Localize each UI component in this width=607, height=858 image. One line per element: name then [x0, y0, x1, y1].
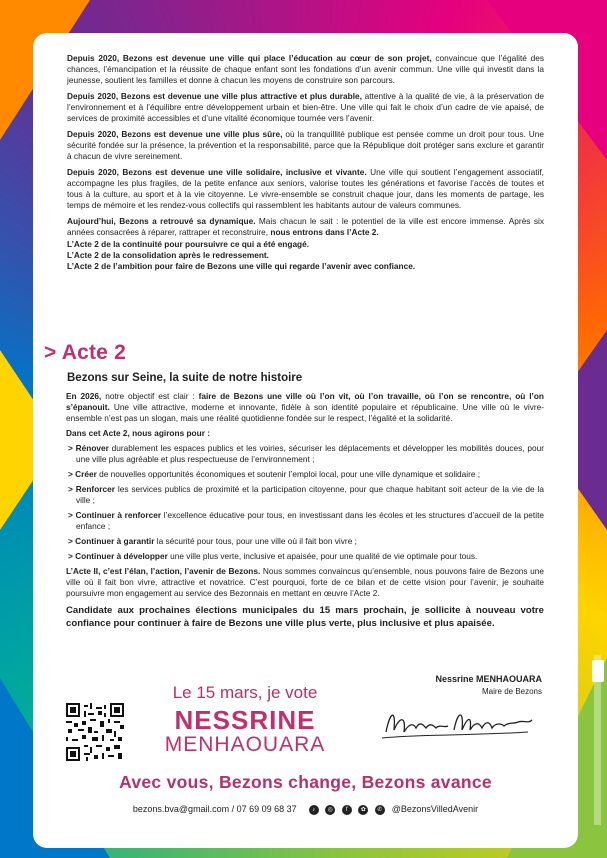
list-item: [66, 551, 544, 562]
paragraph-emphasis: faire de Bezons une ville où l’on vit, où l’on travaille, où l’on se rencontre, où l’on s’épanouit.: [66, 391, 544, 412]
list-item-text: de nouvelles opportunités économiques et soutenir l’emploi local, pour une ville dynamique et solidaire ;: [96, 469, 481, 479]
list-item: [66, 536, 544, 547]
candidate-first-name: NESSRINE: [174, 705, 316, 735]
paragraph: [67, 53, 544, 86]
acte2-section: [66, 391, 544, 640]
list-item: [66, 484, 544, 506]
paragraph-text: Mais chacun le sait : le potentiel de la ville est encore immense. Après six années consacrées à réparer, rattraper et reconstruire,: [67, 216, 544, 237]
list-item: [66, 510, 544, 532]
paragraph-lead: Depuis 2020, Bezons est devenue une ville plus sûre,: [67, 129, 283, 139]
list-item-verb: > Continuer à développer: [68, 551, 168, 561]
paragraph-text: Une ville qui soutient l’engagement associatif, accompagne les plus fragiles, de la petite enfance aux seniors, valorise toutes les générations et favorise l’accès de toutes et tous à la culture, au sport et à la vie citoyenne. Le vivre-ensemble se construit chaque jour, dans les moments de partage, les temps de mémoire et les rendez-vous collectifs qui rassemblent les habitants autour de valeurs communes.: [67, 167, 544, 210]
paragraph: [67, 216, 544, 238]
qr-code[interactable]: [66, 703, 124, 761]
list-intro: Dans cet Acte 2, nous agirons pour :: [66, 428, 210, 438]
closing-statement: Candidate aux prochaines élections municipales du 15 mars prochain, je sollicite à nouveau votre confiance pour continuer à faire de Bezons une ville plus verte, plus inclusive et plus apaisée.: [66, 605, 544, 629]
intro-section: [67, 53, 544, 272]
qr-code-icon: [66, 703, 124, 761]
paragraph-lead: Depuis 2020, Bezons est devenue une ville plus attractive et plus durable,: [67, 91, 362, 101]
paragraph-lead: L’Acte II, c’est l’élan, l’action, l’avenir de Bezons.: [66, 566, 261, 576]
list-item-text: durablement les espaces publics et les voiries, sécuriser les déplacements et développer les mobilités douces, pour une ville plus agréable et plus respectueuse de l’environnement ;: [76, 443, 544, 464]
list-item: [66, 443, 544, 465]
paragraph-text: notre objectif est clair :: [101, 391, 199, 401]
paragraph-text: attentive à la qualité de vie, à la préservation de l’environnement et à l’équilibre entre développement urbain et bien-être. Une ville qui fait le choix d’un cadre de vie apaisé, de services de proximité accessibles et d’une vitalité économique tournée vers l’avenir.: [67, 91, 544, 123]
acte-line: L’Acte 2 de la consolidation après le redressement.: [67, 250, 269, 260]
list-item-text: les services publics de proximité et la participation citoyenne, pour que chaque habitant soit acteur de la vie de la ville ;: [76, 484, 544, 505]
facebook-icon[interactable]: f: [342, 805, 352, 815]
list-item-verb: > Continuer à garantir: [68, 536, 155, 546]
paragraph-emphasis: nous entrons dans l’Acte 2.: [268, 227, 379, 237]
paragraph: [66, 391, 544, 424]
paragraph-lead: Depuis 2020, Bezons est devenue une ville qui place l’éducation au cœur de son projet,: [67, 53, 432, 63]
snapchat-icon[interactable]: ✿: [358, 805, 368, 815]
section-subtitle: Bezons sur Seine, la suite de notre histoire: [67, 372, 303, 384]
list-item-verb: > Créer: [68, 469, 97, 479]
list-item-verb: > Continuer à renforcer: [68, 510, 162, 520]
list-item-text: une ville plus verte, inclusive et apaisée, pour une qualité de vie optimale pour tous.: [167, 551, 478, 561]
signer-name: Nessrine MENHAOUARA: [435, 674, 542, 684]
paragraph: [66, 566, 544, 599]
list-item-verb: > Renforcer: [68, 484, 115, 494]
paragraph-text: Nous sommes convaincus qu’ensemble, nous pouvons faire de Bezons une ville où il fait bon vivre, attractive et novatrice. C’est pourquoi, forte de ce bilan et de cette vision pour l’avenir, je souhaite poursuivre mon engagement au service des Bezonnais en mettant en œuvre l’Acte 2.: [66, 566, 545, 598]
handwritten-signature: [378, 702, 538, 749]
contact-info[interactable]: bezons.bva@gmail.com / 07 69 09 68 37: [132, 804, 297, 814]
paragraph-text: où la tranquillité publique est pensée comme un droit pour tous. Une sécurité fondée sur la présence, la prévention et la responsabilité, parce que la République doit protéger sans exclure et garantir à chacun de vivre sereinement.: [67, 129, 544, 161]
paragraph: [67, 91, 544, 124]
candidate-last-name: MENHAOUARA: [164, 733, 326, 756]
signer-role: Maire de Bezons: [481, 687, 542, 696]
contact-footer: [33, 804, 578, 815]
tiktok-icon[interactable]: ♪: [309, 805, 319, 815]
list-item: [66, 469, 544, 480]
acte-line: L’Acte 2 de la continuité pour poursuivre ce qui a été engagé.: [67, 239, 310, 249]
instagram-icon[interactable]: ◎: [325, 805, 335, 815]
campaign-slogan: Avec vous, Bezons change, Bezons avance: [119, 772, 492, 792]
section-heading: > Acte 2: [44, 341, 126, 364]
whatsapp-icon[interactable]: ✆: [375, 805, 385, 815]
paragraph-lead: En 2026,: [66, 391, 102, 401]
list-item-text: la sécurité pour tous, pour une ville où il fait bon vivre ;: [154, 536, 357, 546]
paragraph-lead: Aujourd’hui, Bezons a retrouvé sa dynamique.: [67, 216, 256, 226]
paragraph-lead: Depuis 2020, Bezons est devenue une ville solidaire, inclusive et vivante.: [67, 167, 367, 177]
paragraph: [67, 167, 544, 211]
side-logo: [592, 660, 604, 682]
acte-line: L’Acte 2 de l’ambition pour faire de Bezons une ville qui regarde l’avenir avec confiance.: [67, 261, 416, 271]
social-handle[interactable]: @BezonsVilledAvenir: [391, 804, 479, 814]
list-item-text: l’excellence éducative pour tous, en investissant dans les écoles et les structures d’accueil de la petite enfance ;: [76, 510, 544, 531]
vote-tagline: Le 15 mars, je vote: [172, 683, 318, 702]
list-item-verb: > Rénover: [68, 443, 109, 453]
paragraph-text: convaincue que l’égalité des chances, l’émancipation et la réussite de chaque enfant sont les fondations d’un avenir commun. Une ville qui investit dans la jeunesse, soutient les familles et donne à chacun les moyens de construire son parcours.: [67, 53, 544, 85]
paragraph-text: Une ville attractive, moderne et innovante, fidèle à son identité populaire et républicaine. Une ville où le vivre-ensemble n’est pas un slogan, mais une réalité quotidienne fondée sur le respect, l’égalité et la solidarité.: [66, 402, 544, 423]
paragraph: [67, 129, 544, 162]
